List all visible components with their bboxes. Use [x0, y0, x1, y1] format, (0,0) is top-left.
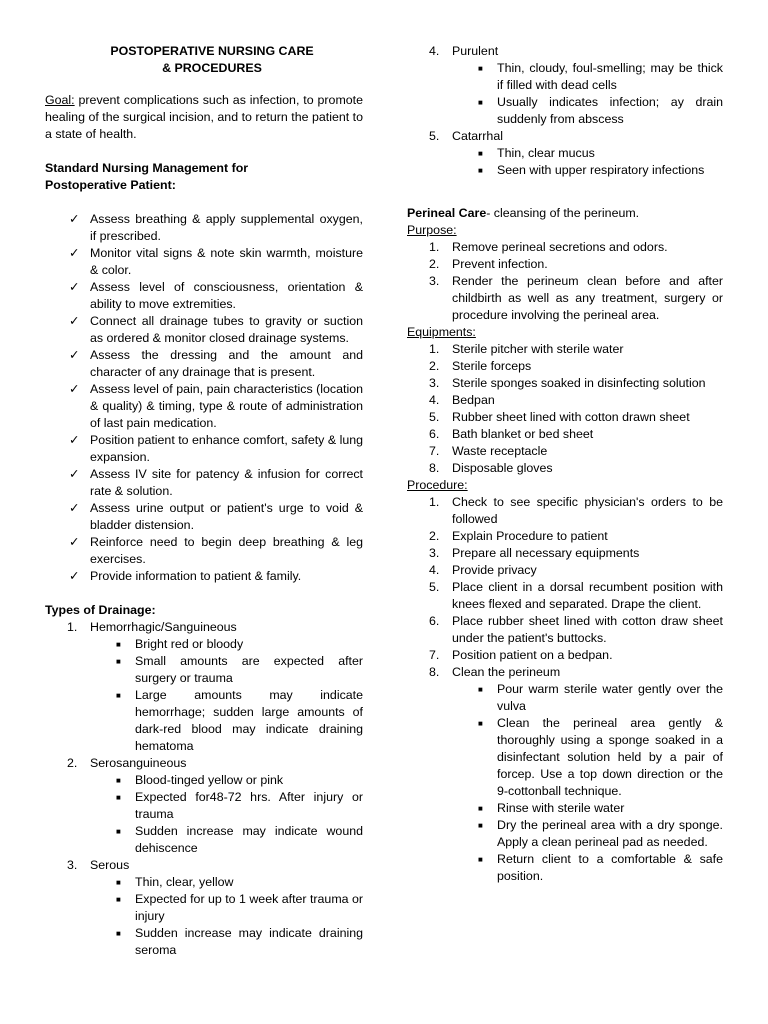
goal-paragraph [45, 92, 363, 143]
square-bullet-icon: ■ [478, 98, 483, 107]
list-item: ✓ Assess level of pain, pain characteristics (location & quality) & timing, type & route of administration of last pain medication. [69, 382, 363, 430]
square-bullet-icon: ■ [478, 685, 483, 694]
equipments-label: Equipments: [407, 325, 476, 339]
checkmark-icon: ✓ [69, 501, 80, 515]
list-item: ✓ Monitor vital signs & note skin warmth, moisture & color. [69, 246, 363, 277]
list-item: ✓ Position patient to enhance comfort, safety & lung expansion. [69, 433, 363, 464]
title-line-2: & PROCEDURES [162, 61, 262, 75]
list-item: ✓ Assess breathing & apply supplemental oxygen, if prescribed. [69, 212, 363, 243]
left-column [45, 43, 363, 959]
checkmark-icon: ✓ [69, 433, 80, 447]
list-item: ■ Pour warm sterile water gently over the vulva [478, 682, 723, 713]
square-bullet-icon: ■ [116, 793, 121, 802]
drainage-type: 1. Hemorrhagic/Sanguineous ■ Bright red or bloody ■ Small amounts are expected after surgery or trauma ■ Large amounts may indicate hemorrhage; sudden large amounts of dark-red blood may indicate draining hematoma [67, 620, 363, 753]
checkmark-icon: ✓ [69, 280, 80, 294]
list-item: ■ Expected for48-72 hrs. After injury or trauma [116, 790, 363, 821]
title-line-1: POSTOPERATIVE NURSING CARE [110, 44, 314, 58]
right-column [407, 43, 723, 885]
square-bullet-icon: ■ [116, 691, 121, 700]
list-item: ✓ Assess urine output or patient's urge to void & bladder distension. [69, 501, 363, 532]
list-item: 4. Bedpan [429, 393, 495, 407]
list-item: 8. Clean the perineum ■ Pour warm sterile water gently over the vulva ■ Clean the perineal area gently & thoroughly using a sponge soaked in a disinfectant solution held by a pair of forcep. Use a top down direction or the 9-cottonball technique. ■ Rinse with sterile water ■ Dry the perineal area with a dry sponge. Apply a clean perineal pad as needed. ■ Return client to a comfortable & safe position. [429, 665, 723, 883]
list-item: ■ Sudden increase may indicate draining seroma [116, 926, 363, 957]
procedure-list [407, 494, 723, 885]
list-item: ■ Usually indicates infection; ay drain suddenly from abscess [478, 95, 723, 126]
list-item: 6. Place rubber sheet lined with cotton draw sheet under the patient's buttocks. [429, 614, 723, 645]
list-item: 3. Render the perineum clean before and after childbirth as well as any treatment, surgery or procedure involving the perineal area. [429, 274, 723, 322]
standard-checklist [45, 211, 363, 585]
square-bullet-icon: ■ [478, 855, 483, 864]
list-item: 6. Bath blanket or bed sheet [429, 427, 594, 441]
list-item: 2. Prevent infection. [429, 257, 548, 271]
checkmark-icon: ✓ [69, 212, 80, 226]
drainage-type: 2. Serosanguineous ■ Blood-tinged yellow or pink ■ Expected for48-72 hrs. After injury or trauma ■ Sudden increase may indicate wound dehiscence [67, 756, 363, 855]
list-item: ✓ Assess the dressing and the amount and character of any drainage that is present. [69, 348, 363, 379]
purpose-label: Purpose: [407, 223, 457, 237]
list-item: ■ Rinse with sterile water [478, 801, 625, 815]
list-item: 7. Waste receptacle [429, 444, 548, 458]
standard-heading [45, 160, 363, 194]
list-item: ■ Thin, clear mucus [478, 146, 595, 160]
list-item: ■ Small amounts are expected after surgery or trauma [116, 654, 363, 685]
checkmark-icon: ✓ [69, 569, 80, 583]
list-item: ✓ Reinforce need to begin deep breathing & leg exercises. [69, 535, 363, 566]
square-bullet-icon: ■ [116, 827, 121, 836]
drainage-type: 5. Catarrhal ■ Thin, clear mucus ■ Seen with upper respiratory infections [407, 128, 723, 179]
list-item: ■ Thin, cloudy, foul-smelling; may be thick if filled with dead cells [478, 61, 723, 92]
drainage-type: 3. Serous ■ Thin, clear, yellow ■ Expected for up to 1 week after trauma or injury ■ Sudden increase may indicate draining seroma [67, 858, 363, 957]
list-item: ✓ Connect all drainage tubes to gravity or suction as ordered & monitor closed drainage systems. [69, 314, 363, 345]
square-bullet-icon: ■ [478, 821, 483, 830]
list-item: ✓ Provide information to patient & family. [69, 569, 302, 583]
goal-label: Goal: [45, 93, 75, 107]
document-title [45, 43, 363, 77]
square-bullet-icon: ■ [478, 804, 483, 813]
checkmark-icon: ✓ [69, 348, 80, 362]
square-bullet-icon: ■ [478, 149, 483, 158]
goal-text: prevent complications such as infection, to promote healing of the surgical incision, and to return the patient to a state of health. [45, 93, 363, 141]
square-bullet-icon: ■ [478, 719, 483, 728]
list-item: ✓ Assess level of consciousness, orientation & ability to move extremities. [69, 280, 363, 311]
list-item: ■ Clean the perineal area gently & thoroughly using a sponge soaked in a disinfectant solution held by a pair of forcep. Use a top down direction or the 9-cottonball technique. [478, 716, 723, 798]
list-item: 2. Sterile forceps [429, 359, 532, 373]
list-item: ■ Return client to a comfortable & safe position. [478, 852, 723, 883]
list-item: ■ Large amounts may indicate hemorrhage; sudden large amounts of dark-red blood may indicate draining hematoma [116, 688, 363, 753]
list-item: 5. Place client in a dorsal recumbent position with knees flexed and separated. Drape the client. [429, 580, 723, 611]
square-bullet-icon: ■ [478, 64, 483, 73]
list-item: 1. Remove perineal secretions and odors. [429, 240, 668, 254]
drainage-heading: Types of Drainage: [45, 603, 156, 617]
drainage-types-list-continued [407, 43, 723, 179]
list-item: 7. Position patient on a bedpan. [429, 648, 613, 662]
checkmark-icon: ✓ [69, 314, 80, 328]
square-bullet-icon: ■ [478, 166, 483, 175]
perineal-care-heading: Perineal Care- cleansing of the perineum. [407, 206, 640, 220]
square-bullet-icon: ■ [116, 878, 121, 887]
checkmark-icon: ✓ [69, 382, 80, 396]
standard-heading-line-1: Standard Nursing Management for [45, 161, 249, 175]
list-item: ■ Sudden increase may indicate wound dehiscence [116, 824, 363, 855]
square-bullet-icon: ■ [116, 657, 121, 666]
list-item: 8. Disposable gloves [429, 461, 553, 475]
drainage-types-list [45, 619, 363, 959]
square-bullet-icon: ■ [116, 640, 121, 649]
list-item: 1. Sterile pitcher with sterile water [429, 342, 624, 356]
standard-heading-line-2: Postoperative Patient: [45, 178, 176, 192]
list-item: 5. Rubber sheet lined with cotton drawn sheet [429, 410, 690, 424]
list-item: ■ Blood-tinged yellow or pink [116, 773, 284, 787]
list-item: ■ Bright red or bloody [116, 637, 244, 651]
list-item: ■ Dry the perineal area with a dry sponge. Apply a clean perineal pad as needed. [478, 818, 723, 849]
checkmark-icon: ✓ [69, 535, 80, 549]
purpose-list [407, 239, 723, 324]
procedure-label: Procedure: [407, 478, 468, 492]
square-bullet-icon: ■ [116, 929, 121, 938]
list-item: 4. Provide privacy [429, 563, 537, 577]
list-item: ■ Seen with upper respiratory infections [478, 163, 705, 177]
equipments-list [407, 341, 723, 477]
list-item: ■ Expected for up to 1 week after trauma or injury [116, 892, 363, 923]
checkmark-icon: ✓ [69, 246, 80, 260]
square-bullet-icon: ■ [116, 776, 121, 785]
drainage-type: 4. Purulent ■ Thin, cloudy, foul-smelling; may be thick if filled with dead cells ■ Usually indicates infection; ay drain suddenly from abscess [429, 44, 723, 126]
list-item: ✓ Assess IV site for patency & infusion for correct rate & solution. [69, 467, 363, 498]
list-item: 3. Sterile sponges soaked in disinfecting solution [429, 376, 706, 390]
square-bullet-icon: ■ [116, 895, 121, 904]
list-item: ■ Thin, clear, yellow [116, 875, 234, 889]
list-item: 3. Prepare all necessary equipments [429, 546, 640, 560]
list-item: 2. Explain Procedure to patient [429, 529, 608, 543]
list-item: 1. Check to see specific physician's orders to be followed [429, 495, 723, 526]
checkmark-icon: ✓ [69, 467, 80, 481]
clean-steps-list [452, 681, 723, 885]
